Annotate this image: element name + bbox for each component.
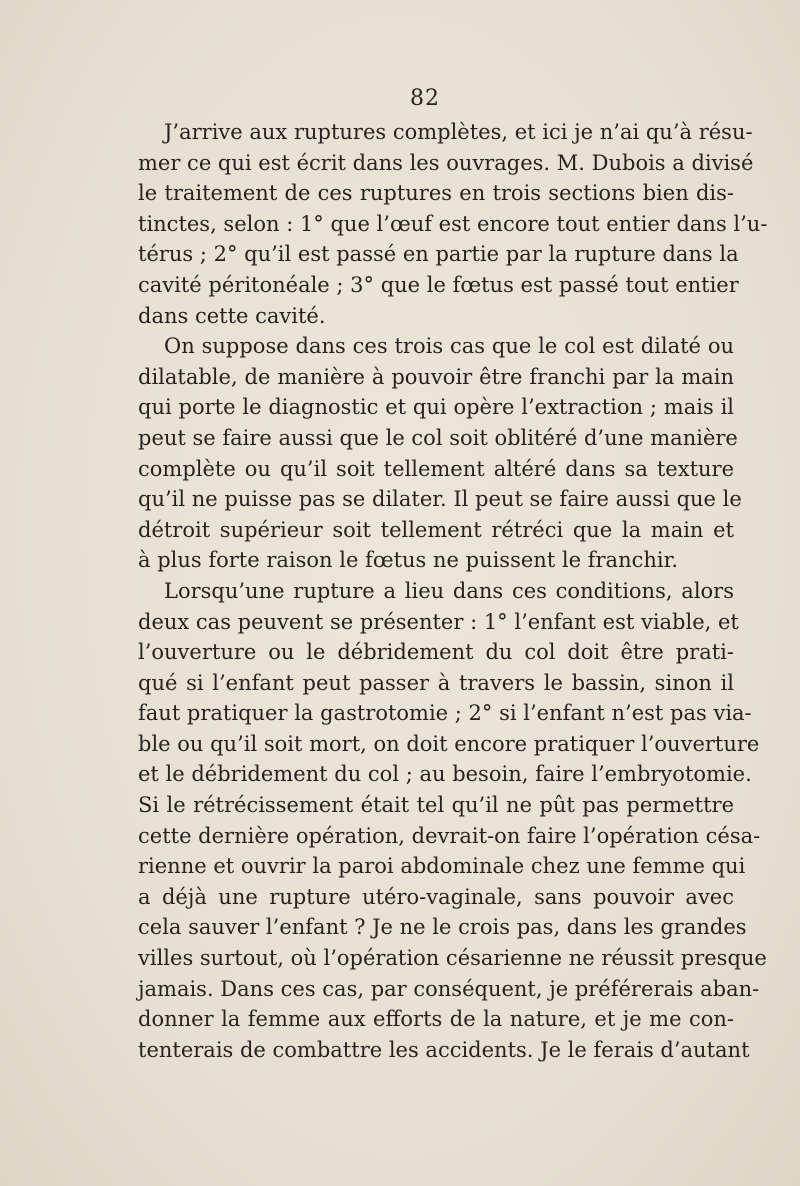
text-line: Lorsqu’une rupture a lieu dans ces conditions, alors [164,578,734,603]
text-line: deux cas peuvent se présenter : 1° l’enfant est viable, et [138,609,739,634]
text-line: térus ; 2° qu’il est passé en partie par la rupture dans la [138,242,739,267]
text-line: peut se faire aussi que le col soit oblitéré d’une manière [138,425,738,450]
text-line: qui porte le diagnostic et qui opère l’extraction ; mais il [138,395,734,420]
page-number: 82 [410,86,440,111]
text-line: à plus forte raison le fœtus ne puissent le franchir. [138,548,679,573]
text-line: l’ouverture ou le débridement du col doit être prati- [138,640,734,665]
text-line: qué si l’enfant peut passer à travers le bassin, sinon il [138,670,734,695]
text-line: cavité péritonéale ; 3° que le fœtus est passé tout entier [138,272,739,297]
text-line: Si le rétrécissement était tel qu’il ne pût pas permettre [138,793,734,818]
text-line: tinctes, selon : 1° que l’œuf est encore tout entier dans l’u- [138,211,768,236]
text-line: On suppose dans ces trois cas que le col est dilaté ou [164,334,734,359]
text-line: cela sauver l’enfant ? Je ne le crois pas, dans les grandes [138,915,747,940]
text-line: qu’il ne puisse pas se dilater. Il peut se faire aussi que le [138,487,742,512]
text-line: faut pratiquer la gastrotomie ; 2° si l’enfant n’est pas via- [138,701,752,726]
text-line: mer ce qui est écrit dans les ouvrages. M. Dubois a divisé [138,150,754,175]
text-line: le traitement de ces ruptures en trois sections bien dis- [138,181,734,206]
text-line: tenterais de combattre les accidents. Je le ferais d’autant [138,1037,750,1062]
text-line: complète ou qu’il soit tellement altéré dans sa texture [138,456,734,481]
text-line: rienne et ouvrir la paroi abdominale chez une femme qui [138,854,746,879]
text-line: jamais. Dans ces cas, par conséquent, je préférerais aban- [138,976,760,1001]
text-line: détroit supérieur soit tellement rétréci que la main et [138,517,734,542]
text-line: cette dernière opération, devrait-on faire l’opération césa- [138,823,761,848]
text-line: a déjà une rupture utéro-vaginale, sans pouvoir avec [138,884,734,909]
text-line: donner la femme aux efforts de la nature, et je me con- [138,1007,734,1032]
text-line: dans cette cavité. [138,303,326,328]
text-line: et le débridement du col ; au besoin, faire l’embryotomie. [138,762,752,787]
text-line: ble ou qu’il soit mort, on doit encore pratiquer l’ouverture [138,731,760,756]
body-text [138,117,768,1065]
text-line: J’arrive aux ruptures complètes, et ici je n’ai qu’à résu- [164,120,753,144]
text-line: dilatable, de manière à pouvoir être franchi par la main [138,364,734,389]
text-line: villes surtout, où l’opération césarienne ne réussit presque [138,946,767,971]
